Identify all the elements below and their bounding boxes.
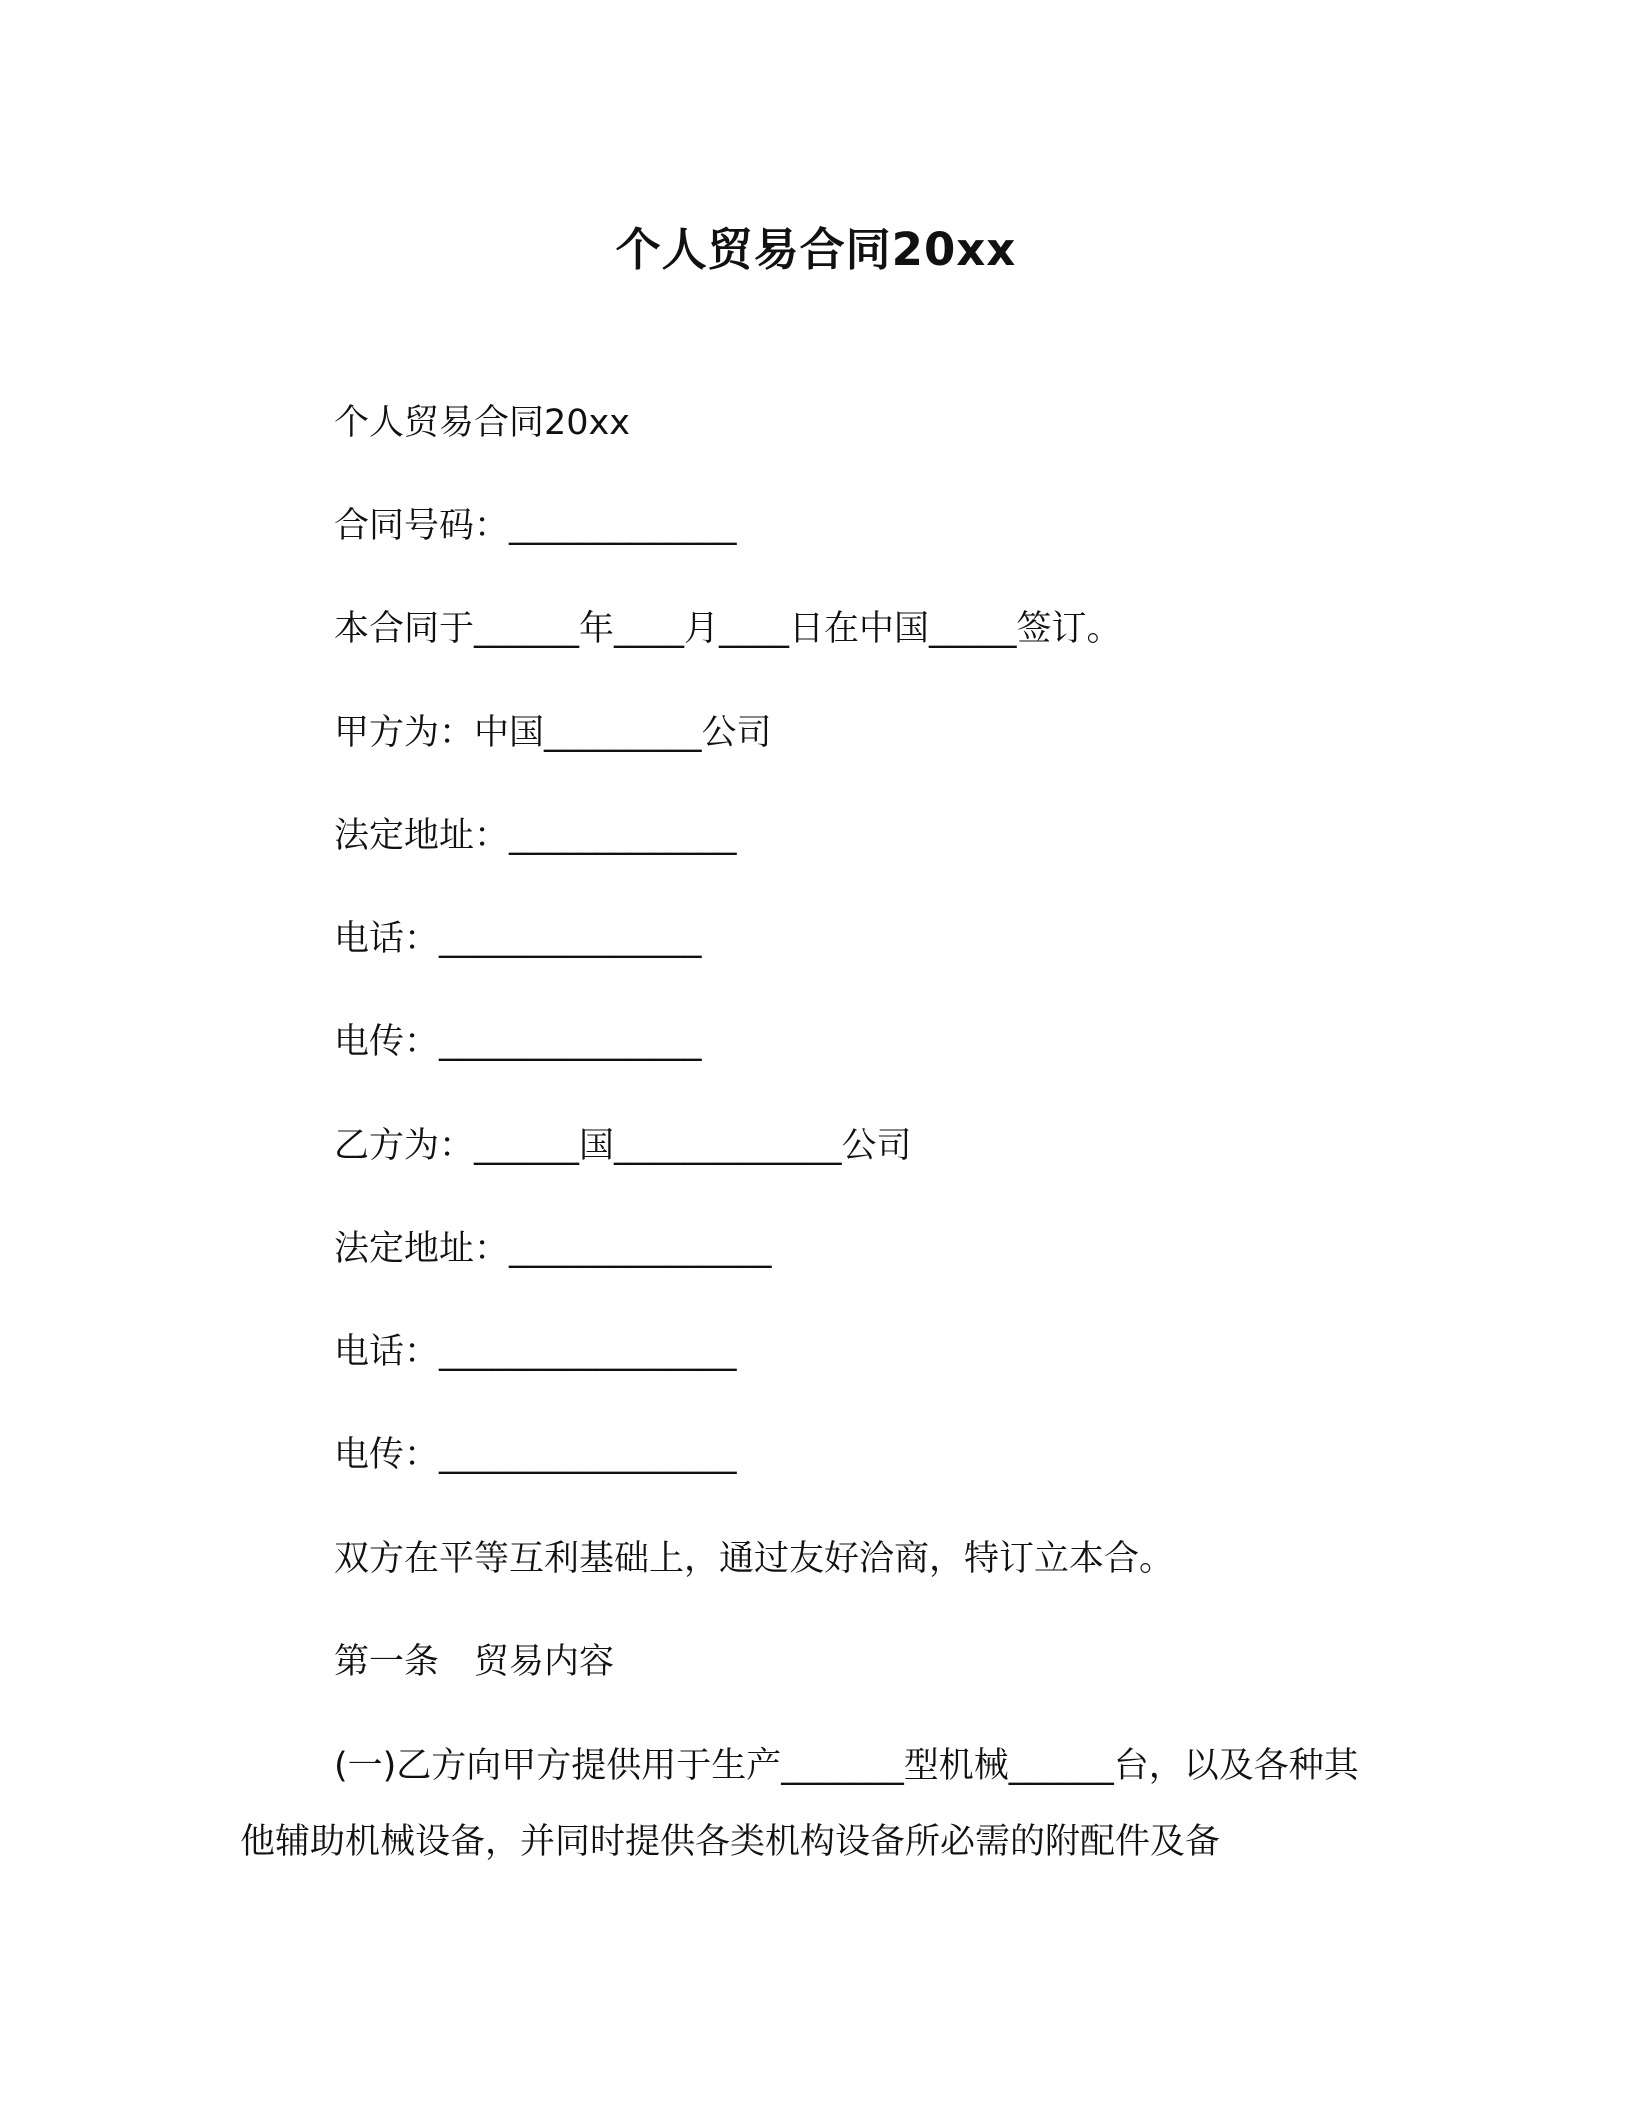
document-title: 个人贸易合同20xx [615,223,1017,276]
party-b-address-line: 法定地址：_______________ [334,1229,772,1269]
subtitle-line: 个人贸易合同20xx [334,403,630,443]
signing-date-line: 本合同于______年____月____日在中国_____签订。 [334,609,1122,649]
party-a-telex-line: 电传：_______________ [334,1022,702,1062]
article-one-paragraph: (一)乙方向甲方提供用于生产_______型机械______台，以及各种其他辅助机械设备，并同时提供各类机构设备所必需的附配件及备 [240,1746,1359,1862]
party-b-line: 乙方为：______国_____________公司 [334,1126,912,1166]
party-b-phone-line: 电话：_________________ [334,1332,737,1372]
party-a-line: 甲方为：中国_________公司 [334,713,772,753]
party-a-address-line: 法定地址：_____________ [334,816,737,856]
party-b-telex-line: 电传：_________________ [334,1435,737,1475]
preamble-line: 双方在平等互利基础上，通过友好洽商，特订立本合。 [334,1539,1175,1579]
article-one-heading: 第一条 贸易内容 [334,1642,615,1682]
party-a-phone-line: 电话：_______________ [334,919,702,959]
contract-number-line: 合同号码：_____________ [334,506,737,546]
